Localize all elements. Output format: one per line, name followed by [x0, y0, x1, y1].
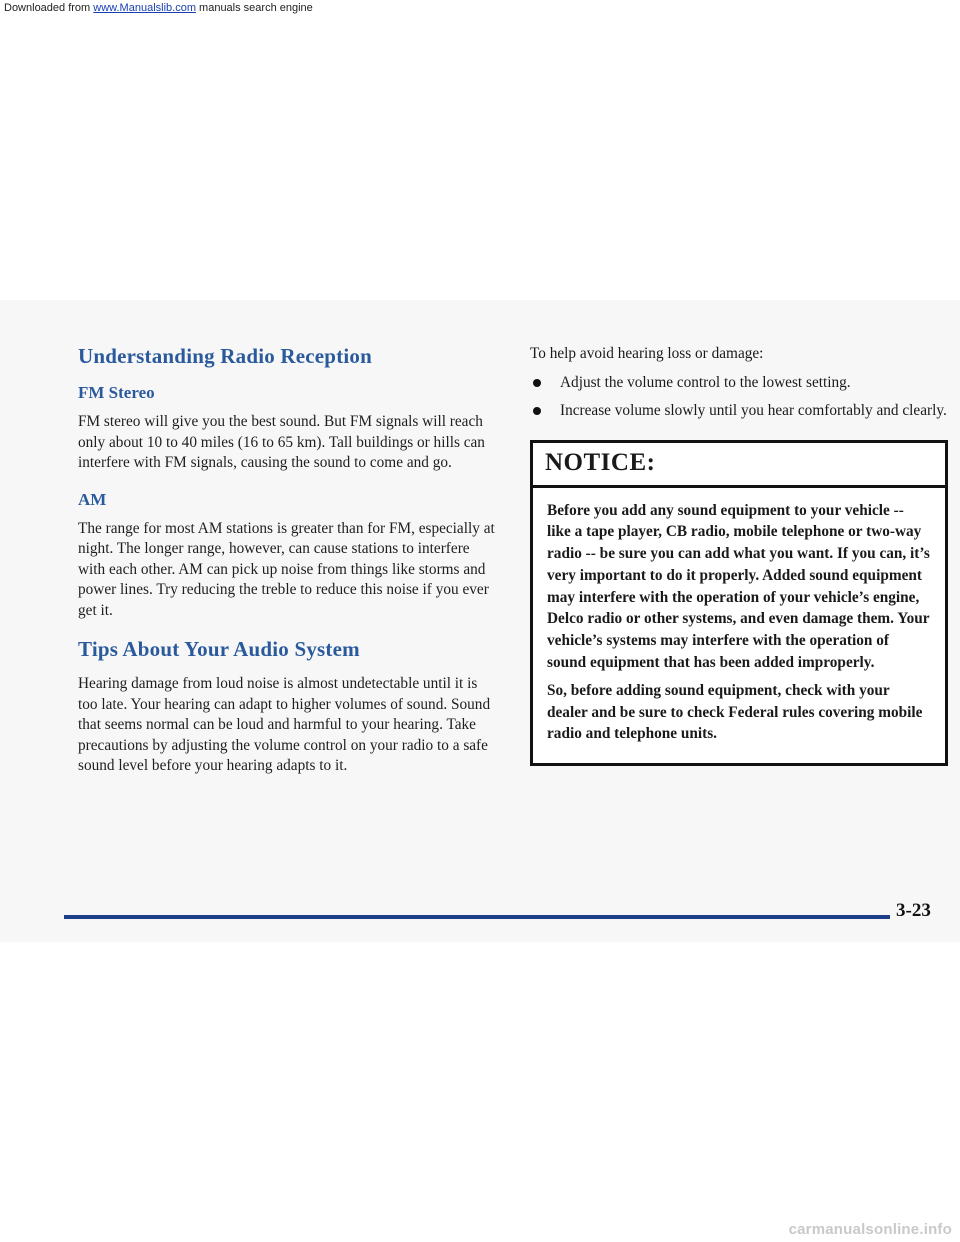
manual-page	[0, 300, 960, 942]
am-heading: AM	[78, 489, 107, 509]
notice-title: NOTICE:	[533, 443, 945, 488]
fm-stereo-heading: FM Stereo	[78, 383, 155, 402]
bullet-icon	[533, 379, 541, 387]
download-suffix: manuals search engine	[195, 2, 313, 14]
list-item	[530, 373, 950, 394]
hearing-bullet-list	[530, 373, 950, 422]
notice-body	[533, 488, 945, 764]
fm-stereo-text: FM stereo will give you the best sound. But FM signals will reach only about 10 to 40 miles (16 to 65 km). Tall buildings or hills can interfere with FM signals, causing the sound to come and go.	[78, 413, 485, 471]
footer-rule	[64, 915, 890, 919]
bullet-text: Adjust the volume control to the lowest setting.	[560, 373, 851, 391]
left-column	[78, 344, 498, 793]
section-title-audio-tips: Tips About Your Audio System	[78, 637, 360, 661]
right-column	[530, 344, 950, 766]
bullet-icon	[533, 407, 541, 415]
list-item	[530, 401, 950, 422]
notice-paragraph-1: Before you add any sound equipment to your vehicle -- like a tape player, CB radio, mobile telephone or two-way radio -- be sure you can add what you want. If you can, it’s very important to do it properly. Added sound equipment may interfere with the operation of your vehicle’s engine, Delco radio or other systems, and even damage them. Your vehicle’s systems may interfere with the operation of sound equipment that has been added improperly.	[547, 501, 930, 672]
section-title-radio-reception: Understanding Radio Reception	[78, 344, 372, 368]
notice-box	[530, 440, 948, 767]
notice-paragraph-2: So, before adding sound equipment, check with your dealer and be sure to check Federal rules covering mobile radio and telephone units.	[547, 681, 923, 743]
manualslib-link[interactable]: www.Manualslib.com	[93, 2, 196, 14]
download-prefix: Downloaded from	[4, 2, 94, 14]
am-text: The range for most AM stations is greater than for FM, especially at night. The longer range, however, can cause stations to interfere with each other. AM can pick up noise from things like storms and power lines. Try reducing the treble to reduce this noise if you ever get it.	[78, 519, 495, 619]
watermark-text: carmanualsonline.info	[788, 1221, 952, 1238]
download-header	[4, 2, 313, 14]
audio-tips-text: Hearing damage from loud noise is almost undetectable until it is too late. Your hearing can adapt to higher volumes of sound. Sound that seems normal can be loud and harmful to your hearing. Take precautions by adjusting the volume control on your radio to a safe sound level before your hearing adapts to it.	[78, 675, 491, 774]
hearing-intro: To help avoid hearing loss or damage:	[530, 345, 764, 362]
bullet-text: Increase volume slowly until you hear comfortably and clearly.	[560, 402, 947, 419]
page-number: 3-23	[896, 900, 931, 921]
